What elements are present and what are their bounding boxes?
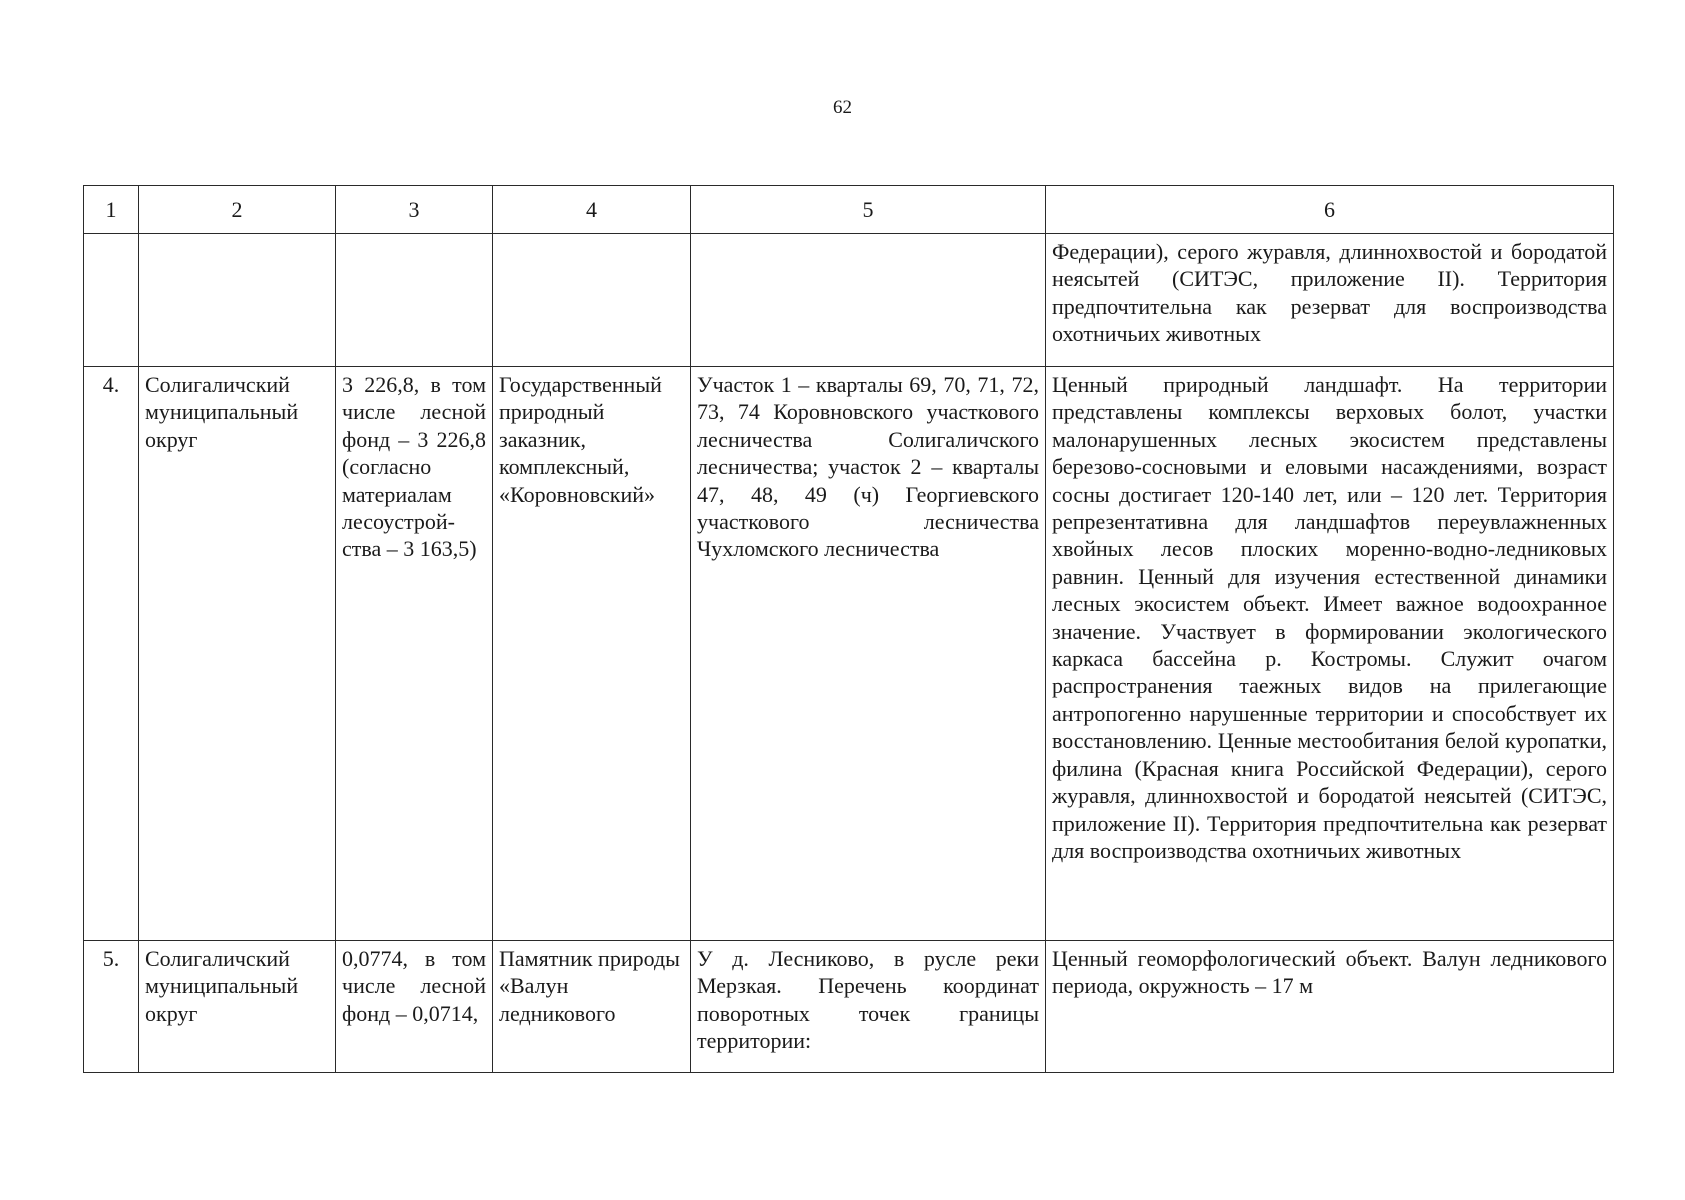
district-cell: Солигаличский муниципальный округ	[139, 367, 336, 941]
column-header-6: 6	[1046, 186, 1614, 234]
district-cell: Солигаличский муниципальный округ	[139, 941, 336, 1073]
cont-cell-3	[336, 234, 493, 367]
page-number: 62	[833, 97, 852, 118]
description-cell: Ценный геоморфологический объект. Валун ледникового периода, окружность – 17 м	[1046, 941, 1614, 1073]
column-header-4: 4	[493, 186, 691, 234]
row-number: 4.	[84, 367, 139, 941]
object-type-cell: Государственный природный заказник, комплексный, «Коровновский»	[493, 367, 691, 941]
table-row	[84, 367, 1614, 941]
cont-cell-5	[691, 234, 1046, 367]
cont-cell-2	[139, 234, 336, 367]
location-cell: Участок 1 – кварталы 69, 70, 71, 72, 73, 74 Коровновского участкового лесничества Солигаличского лесничества; участок 2 – кварталы 47, 48, 49 (ч) Георгиевского участкового лесничества Чухломского лесничества	[691, 367, 1046, 941]
table-row	[84, 941, 1614, 1073]
cont-cell-1	[84, 234, 139, 367]
column-number-header-row	[84, 186, 1614, 234]
column-header-5: 5	[691, 186, 1046, 234]
column-header-1: 1	[84, 186, 139, 234]
protected-areas-table	[83, 185, 1614, 1073]
row-number: 5.	[84, 941, 139, 1073]
cont-description-cell: Федерации), серого журавля, длиннохвостой и бородатой неясытей (СИТЭС, приложение II). Территория предпочтительна как резерват для воспроизводства охотничьих животных	[1046, 234, 1614, 367]
column-header-3: 3	[336, 186, 493, 234]
location-cell: У д. Лесниково, в русле реки Мерзкая. Перечень координат поворотных точек границы территории:	[691, 941, 1046, 1073]
area-cell: 0,0774, в том числе лесной фонд – 0,0714,	[336, 941, 493, 1073]
cont-cell-4	[493, 234, 691, 367]
column-header-2: 2	[139, 186, 336, 234]
description-cell: Ценный природный ландшафт. На территории представлены комплексы верховых болот, участки малонарушенных лесных экосистем представлены березово-сосновыми и еловыми насаждениями, возраст сосны достигает 120-140 лет, или – 120 лет. Территория репрезентативна для ландшафтов переувлажненных хвойных лесов плоских моренно-водно-ледниковых равнин. Ценный для изучения естественной динамики лесных экосистем объект. Имеет важное водоохранное значение. Участвует в формировании экологического каркаса бассейна р. Костромы. Служит очагом распространения таежных видов на прилегающие антропогенно нарушенные территории и способствует их восстановлению. Ценные местообитания белой куропатки, филина (Красная книга Российской Федерации), серого журавля, длиннохвостой и бородатой неясытей (СИТЭС, приложение II). Территория предпочтительна как резерват для воспроизводства охотничьих животных	[1046, 367, 1614, 941]
continuation-row	[84, 234, 1614, 367]
area-cell: 3 226,8, в том числе лесной фонд – 3 226,8 (согласно материалам лесоустрой-ства – 3 163,5)	[336, 367, 493, 941]
object-type-cell: Памятник природы «Валун ледникового	[493, 941, 691, 1073]
